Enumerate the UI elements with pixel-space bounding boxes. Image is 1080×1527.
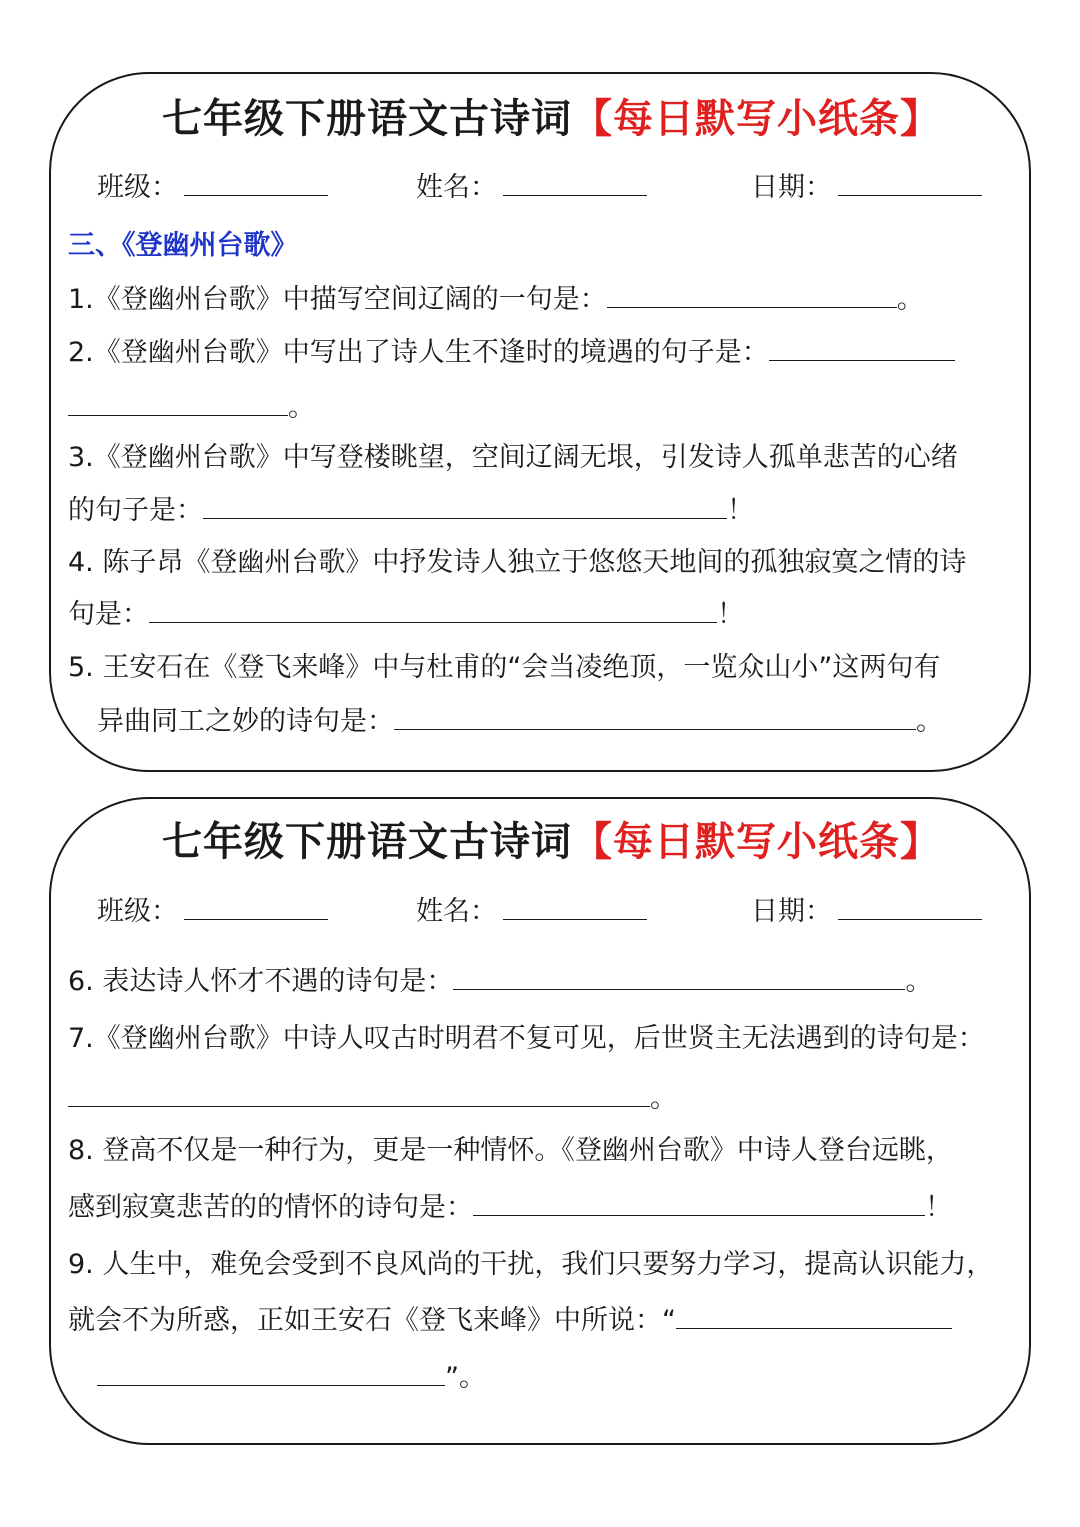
question-6: 6. 表达诗人怀才不遇的诗句是： 。: [68, 966, 933, 997]
answer-blank-7[interactable]: [68, 1082, 650, 1107]
name-blank[interactable]: [503, 171, 647, 196]
answer-blank-9b[interactable]: [97, 1361, 445, 1386]
question-9: 9. 人生中，难免会受到不良风尚的干扰，我们只要努力学习，提高认识能力，: [68, 1249, 994, 1280]
card2-name-field[interactable]: [416, 894, 647, 930]
class-label: 班级：: [97, 896, 178, 927]
answer-blank-1[interactable]: [607, 283, 897, 308]
question-9-cont: 就会不为所惑，正如王安石《登飞来峰》中所说：“: [68, 1303, 952, 1339]
question-7-cont: 。: [68, 1081, 677, 1117]
date-blank[interactable]: [838, 171, 982, 196]
card2-title-main: 七年级下册语文古诗词: [162, 819, 572, 865]
question-9-cont2: ”。: [97, 1360, 486, 1396]
question-4-cont: 句是： ！: [68, 599, 744, 630]
card1-class-field[interactable]: [97, 170, 328, 206]
answer-blank-8[interactable]: [473, 1191, 925, 1216]
answer-blank-6[interactable]: [453, 965, 905, 990]
question-1: 1.《登幽州台歌》中描写空间辽阔的一句是： 。: [68, 284, 924, 315]
answer-blank-4[interactable]: [149, 598, 717, 623]
answer-blank-3[interactable]: [203, 494, 727, 519]
answer-blank-2b[interactable]: [68, 391, 288, 416]
card1-date-field[interactable]: [751, 170, 982, 206]
question-8: 8. 登高不仅是一种行为，更是一种情怀。《登幽州台歌》中诗人登台远眺，: [68, 1135, 953, 1166]
question-3-cont: 的句子是： ！: [68, 495, 754, 526]
question-2-cont: 。: [68, 390, 315, 426]
section-heading: 三、《登幽州台歌》: [68, 230, 298, 261]
card2-class-field[interactable]: [97, 894, 328, 930]
question-5: 5. 王安石在《登飞来峰》中与杜甫的“会当凌绝顶，一览众山小”这两句有: [68, 652, 941, 683]
class-blank[interactable]: [184, 895, 328, 920]
card2-date-field[interactable]: [751, 894, 982, 930]
question-8-cont: 感到寂寞悲苦的的情怀的诗句是： ！: [68, 1192, 952, 1223]
question-7: 7.《登幽州台歌》中诗人叹古时明君不复可见，后世贤主无法遇到的诗句是：: [68, 1023, 985, 1054]
class-blank[interactable]: [184, 171, 328, 196]
card1-name-field[interactable]: [416, 170, 647, 206]
date-label: 日期：: [751, 896, 832, 927]
answer-blank-9a[interactable]: [676, 1304, 952, 1329]
question-4: 4. 陈子昂《登幽州台歌》中抒发诗人独立于悠悠天地间的孤独寂寞之情的诗: [68, 547, 967, 578]
name-blank[interactable]: [503, 895, 647, 920]
date-label: 日期：: [751, 172, 832, 203]
answer-blank-5[interactable]: [394, 705, 916, 730]
question-2: 2.《登幽州台歌》中写出了诗人生不逢时的境遇的句子是：: [68, 335, 955, 371]
card2-title: [162, 815, 941, 869]
card1-title: [162, 92, 941, 146]
name-label: 姓名：: [416, 896, 497, 927]
class-label: 班级：: [97, 172, 178, 203]
name-label: 姓名：: [416, 172, 497, 203]
card1-title-highlight: 【每日默写小纸条】: [572, 96, 941, 142]
answer-blank-2a[interactable]: [769, 336, 955, 361]
date-blank[interactable]: [838, 895, 982, 920]
question-3: 3.《登幽州台歌》中写登楼眺望，空间辽阔无垠，引发诗人孤单悲苦的心绪: [68, 442, 958, 473]
card2-title-highlight: 【每日默写小纸条】: [572, 819, 941, 865]
question-5-cont: 异曲同工之妙的诗句是： 。: [97, 706, 943, 737]
card1-title-main: 七年级下册语文古诗词: [162, 96, 572, 142]
